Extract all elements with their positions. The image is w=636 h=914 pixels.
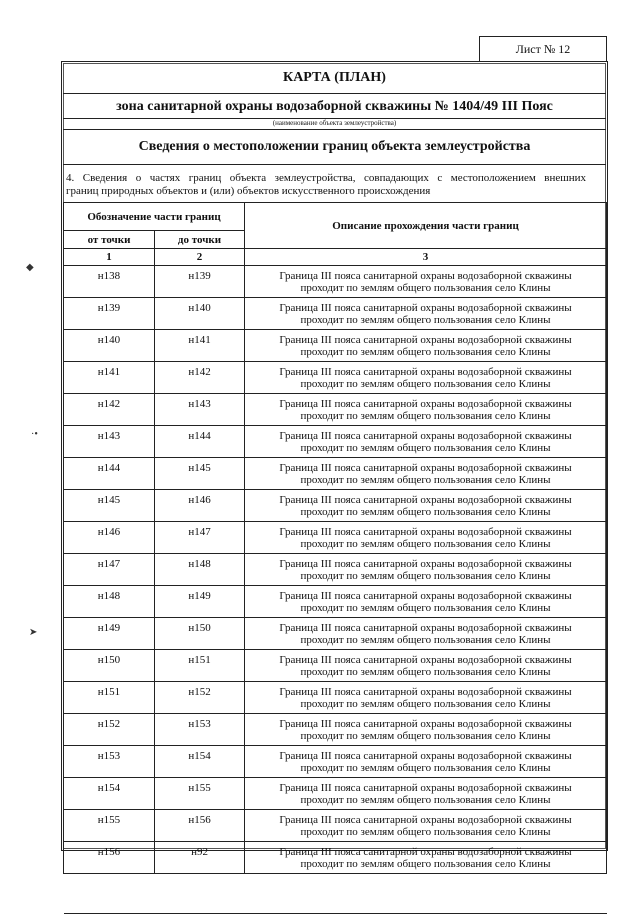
description-line-2: проходит по землям общего пользования село Клины [300, 793, 551, 806]
description-line-1: Граница III пояса санитарной охраны водозаборной скважины [279, 557, 572, 570]
description-line-1: Граница III пояса санитарной охраны водозаборной скважины [279, 589, 572, 602]
to-point: н144 [155, 426, 245, 458]
to-point: н92 [155, 842, 245, 874]
table-row [64, 746, 607, 778]
description-line-1: Граница III пояса санитарной охраны водозаборной скважины [279, 685, 572, 698]
divider [63, 129, 606, 130]
table-row [64, 554, 607, 586]
description-line-1: Граница III пояса санитарной охраны водозаборной скважины [279, 333, 572, 346]
boundary-description [245, 330, 607, 362]
col-number-1: 1 [64, 249, 155, 266]
intro-line-2: границ природных объектов и (или) объектов искусственного происхождения [66, 185, 431, 197]
to-point: н149 [155, 586, 245, 618]
boundary-description [245, 778, 607, 810]
to-point: н139 [155, 266, 245, 298]
to-point: н146 [155, 490, 245, 522]
from-point: н147 [64, 554, 155, 586]
object-caption: (наименование объекта землеустройства) [272, 119, 397, 127]
description-line-1: Граница III пояса санитарной охраны водозаборной скважины [279, 269, 572, 282]
boundary-description [245, 426, 607, 458]
from-point: н155 [64, 810, 155, 842]
to-point: н140 [155, 298, 245, 330]
description-line-2: проходит по землям общего пользования село Клины [300, 633, 551, 646]
from-point: н148 [64, 586, 155, 618]
table-row [64, 298, 607, 330]
boundary-description [245, 394, 607, 426]
table-row [64, 266, 607, 298]
from-point: н145 [64, 490, 155, 522]
boundary-description [245, 618, 607, 650]
table-row [64, 714, 607, 746]
description-line-2: проходит по землям общего пользования село Клины [300, 281, 551, 294]
col-number-3: 3 [245, 249, 607, 266]
description-line-1: Граница III пояса санитарной охраны водозаборной скважины [279, 301, 572, 314]
to-point: н153 [155, 714, 245, 746]
map-title: КАРТА (ПЛАН) [283, 70, 386, 85]
boundary-description [245, 362, 607, 394]
table-row [64, 458, 607, 490]
from-point: н141 [64, 362, 155, 394]
description-line-1: Граница III пояса санитарной охраны водозаборной скважины [279, 717, 572, 730]
col-to-header: до точки [155, 231, 245, 249]
col-desc-header: Описание прохождения части границ [245, 203, 607, 249]
description-line-2: проходит по землям общего пользования село Клины [300, 409, 551, 422]
boundary-description [245, 522, 607, 554]
from-point: н150 [64, 650, 155, 682]
description-line-1: Граница III пояса санитарной охраны водозаборной скважины [279, 397, 572, 410]
table-row [64, 650, 607, 682]
description-line-2: проходит по землям общего пользования село Клины [300, 569, 551, 582]
sheet-number: Лист № 12 [479, 36, 607, 62]
to-point: н152 [155, 682, 245, 714]
from-point: н140 [64, 330, 155, 362]
boundary-description [245, 586, 607, 618]
to-point: н154 [155, 746, 245, 778]
description-line-1: Граница III пояса санитарной охраны водозаборной скважины [279, 365, 572, 378]
empty-cell [245, 874, 607, 914]
section-title: Сведения о местоположении границ объекта землеустройства [138, 139, 531, 154]
from-point: н143 [64, 426, 155, 458]
to-point: н148 [155, 554, 245, 586]
scan-mark: ·• [31, 429, 38, 440]
intro-text [66, 172, 586, 198]
from-point: н144 [64, 458, 155, 490]
description-line-1: Граница III пояса санитарной охраны водозаборной скважины [279, 525, 572, 538]
boundary-description [245, 714, 607, 746]
from-point: н152 [64, 714, 155, 746]
description-line-2: проходит по землям общего пользования село Клины [300, 313, 551, 326]
to-point: н156 [155, 810, 245, 842]
description-line-1: Граница III пояса санитарной охраны водозаборной скважины [279, 429, 572, 442]
table-row [64, 810, 607, 842]
to-point: н142 [155, 362, 245, 394]
from-point: н139 [64, 298, 155, 330]
table-row [64, 522, 607, 554]
description-line-1: Граница III пояса санитарной охраны водозаборной скважины [279, 493, 572, 506]
to-point: н151 [155, 650, 245, 682]
to-point: н147 [155, 522, 245, 554]
empty-cell [64, 874, 155, 914]
description-line-2: проходит по землям общего пользования село Клины [300, 441, 551, 454]
description-line-1: Граница III пояса санитарной охраны водозаборной скважины [279, 621, 572, 634]
description-line-2: проходит по землям общего пользования село Клины [300, 729, 551, 742]
table-row [64, 426, 607, 458]
to-point: н141 [155, 330, 245, 362]
to-point: н145 [155, 458, 245, 490]
description-line-2: проходит по землям общего пользования село Клины [300, 761, 551, 774]
table-row [64, 842, 607, 874]
empty-cell [155, 874, 245, 914]
from-point: н146 [64, 522, 155, 554]
from-point: н154 [64, 778, 155, 810]
object-name: зона санитарной охраны водозаборной скважины № 1404/49 III Пояс [116, 99, 553, 114]
boundary-description [245, 490, 607, 522]
table-row [64, 778, 607, 810]
description-line-2: проходит по землям общего пользования село Клины [300, 505, 551, 518]
from-point: н138 [64, 266, 155, 298]
boundary-description [245, 810, 607, 842]
description-line-2: проходит по землям общего пользования село Клины [300, 665, 551, 678]
boundary-description [245, 298, 607, 330]
boundary-description [245, 458, 607, 490]
to-point: н143 [155, 394, 245, 426]
table-row [64, 490, 607, 522]
description-line-2: проходит по землям общего пользования село Клины [300, 601, 551, 614]
table-row [64, 330, 607, 362]
from-point: н151 [64, 682, 155, 714]
table-row [64, 618, 607, 650]
description-line-1: Граница III пояса санитарной охраны водозаборной скважины [279, 749, 572, 762]
from-point: н153 [64, 746, 155, 778]
table-row [64, 586, 607, 618]
col-group-header: Обозначение части границ [64, 203, 245, 231]
boundary-description [245, 554, 607, 586]
scan-mark: ➤ [29, 627, 38, 638]
to-point: н155 [155, 778, 245, 810]
divider [63, 164, 606, 165]
table-row [64, 682, 607, 714]
col-from-header: от точки [64, 231, 155, 249]
boundary-description [245, 650, 607, 682]
description-line-2: проходит по землям общего пользования село Клины [300, 473, 551, 486]
from-point: н142 [64, 394, 155, 426]
description-line-1: Граница III пояса санитарной охраны водозаборной скважины [279, 813, 572, 826]
to-point: н150 [155, 618, 245, 650]
boundary-description [245, 842, 607, 874]
description-line-1: Граница III пояса санитарной охраны водозаборной скважины [279, 653, 572, 666]
table-row [64, 394, 607, 426]
description-line-2: проходит по землям общего пользования село Клины [300, 697, 551, 710]
description-line-1: Граница III пояса санитарной охраны водозаборной скважины [279, 461, 572, 474]
description-line-1: Граница III пояса санитарной охраны водозаборной скважины [279, 845, 572, 858]
boundary-description [245, 746, 607, 778]
description-line-2: проходит по землям общего пользования село Клины [300, 857, 551, 870]
description-line-2: проходит по землям общего пользования село Клины [300, 377, 551, 390]
boundary-description [245, 682, 607, 714]
table-row [64, 362, 607, 394]
description-line-2: проходит по землям общего пользования село Клины [300, 345, 551, 358]
boundary-description [245, 266, 607, 298]
description-line-2: проходит по землям общего пользования село Клины [300, 537, 551, 550]
description-line-2: проходит по землям общего пользования село Клины [300, 825, 551, 838]
scan-mark: ◆ [26, 262, 34, 273]
col-number-2: 2 [155, 249, 245, 266]
intro-line-1: 4. Сведения о частях границ объекта землеустройства, совпадающих с местоположением внешних [66, 172, 586, 184]
from-point: н149 [64, 618, 155, 650]
boundary-table [63, 202, 607, 914]
from-point: н156 [64, 842, 155, 874]
divider [63, 93, 606, 94]
description-line-1: Граница III пояса санитарной охраны водозаборной скважины [279, 781, 572, 794]
empty-row [64, 874, 607, 914]
